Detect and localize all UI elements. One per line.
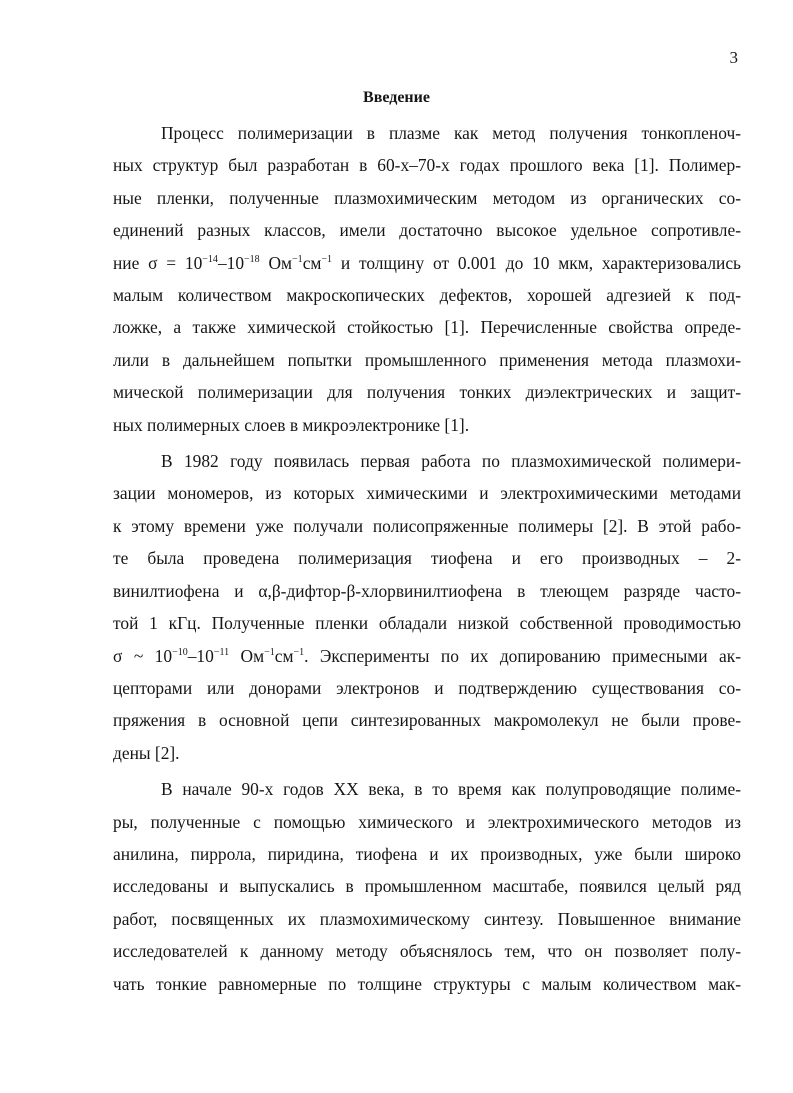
text-line: чать тонкие равномерные по толщине структуры с малым количеством мак- (113, 973, 741, 994)
text-run: –10 (217, 252, 245, 273)
exponent: −11 (213, 646, 230, 658)
text-line: той 1 кГц. Полученные пленки обладали низкой собственной проводимостью (113, 613, 741, 634)
paragraph-3 (113, 773, 741, 1000)
page-number: 3 (729, 48, 738, 67)
text-run: см (274, 645, 294, 666)
text-line: исследованы и выпускались в промышленном масштабе, появился целый ряд (113, 876, 741, 897)
exponent: −1 (292, 253, 303, 265)
exponent: −1 (321, 253, 333, 265)
formula-line (113, 640, 741, 672)
text-line: к этому времени уже получали полисопряженные полимеры [2]. В этой рабо- (113, 515, 741, 536)
text-line: В начале 90-х годов XX века, в то время как полупроводящие полиме- (161, 779, 741, 800)
text-line: ры, полученные с помощью химического и электрохимического методов из (113, 811, 741, 832)
text-line: исследователей к данному методу объяснялось тем, что он позволяет полу- (113, 941, 741, 962)
text-line: винилтиофена и α,β-дифтор-β-хлорвинилтиофена в тлеющем разряде часто- (113, 580, 741, 601)
text-run: см (302, 252, 322, 273)
text-run: и толщину от 0.001 до 10 мкм, характеризовались (332, 252, 741, 273)
text-line: те была проведена полимеризация тиофена и его производных – 2- (113, 548, 741, 569)
text-line: мической полимеризации для получения тонких диэлектрических и защит- (113, 382, 741, 403)
text-line: единений разных классов, имели достаточно высокое удельное сопротивле- (113, 220, 741, 241)
section-heading: Введение (363, 89, 430, 106)
exponent: −10 (172, 646, 188, 658)
exponent: −14 (202, 253, 218, 265)
exponent: −18 (244, 253, 260, 265)
text-line: анилина, пиррола, пиридина, тиофена и их производных, уже были широко (113, 843, 741, 864)
text-line: ных структур был разработан в 60-х–70-х годах прошлого века [1]. Полимер- (113, 155, 741, 176)
text-line: ных полимерных слоев в микроэлектронике [1]. (113, 414, 470, 435)
text-line: В 1982 году появилась первая работа по плазмохимической полимери- (161, 451, 741, 472)
exponent: −1 (264, 646, 275, 658)
paragraph-1 (113, 117, 741, 441)
text-run: ние σ = 10 (113, 252, 203, 273)
text-run: σ ~ 10 (113, 645, 173, 666)
text-line: ные пленки, полученные плазмохимическим методом из органических со- (113, 187, 741, 208)
text-run: . Эксперименты по их допированию примесными ак- (304, 645, 742, 666)
exponent: −1 (293, 646, 305, 658)
text-run: Ом (259, 252, 293, 273)
paragraph-2 (113, 445, 741, 769)
text-line: Процесс полимеризации в плазме как метод получения тонкопленоч- (161, 123, 741, 143)
text-line: работ, посвященных их плазмохимическому синтезу. Повышенное внимание (113, 908, 741, 929)
text-run: –10 (187, 645, 214, 666)
text-line: дены [2]. (113, 742, 180, 763)
text-line: цепторами или донорами электронов и подтверждению существования со- (113, 677, 741, 698)
text-line: ложке, а также химической стойкостью [1]. Перечисленные свойства опреде- (113, 317, 741, 338)
text-run: Ом (229, 645, 265, 666)
text-line: пряжения в основной цепи синтезированных макромолекул не были прове- (113, 710, 741, 731)
text-line: малым количеством макроскопических дефектов, хорошей адгезией к под- (113, 285, 741, 306)
text-line: лили в дальнейшем попытки промышленного применения метода плазмохи- (113, 349, 741, 370)
formula-line (113, 247, 741, 279)
body-text (113, 117, 741, 1000)
text-line: зации мономеров, из которых химическими и электрохимическими методами (113, 483, 741, 504)
